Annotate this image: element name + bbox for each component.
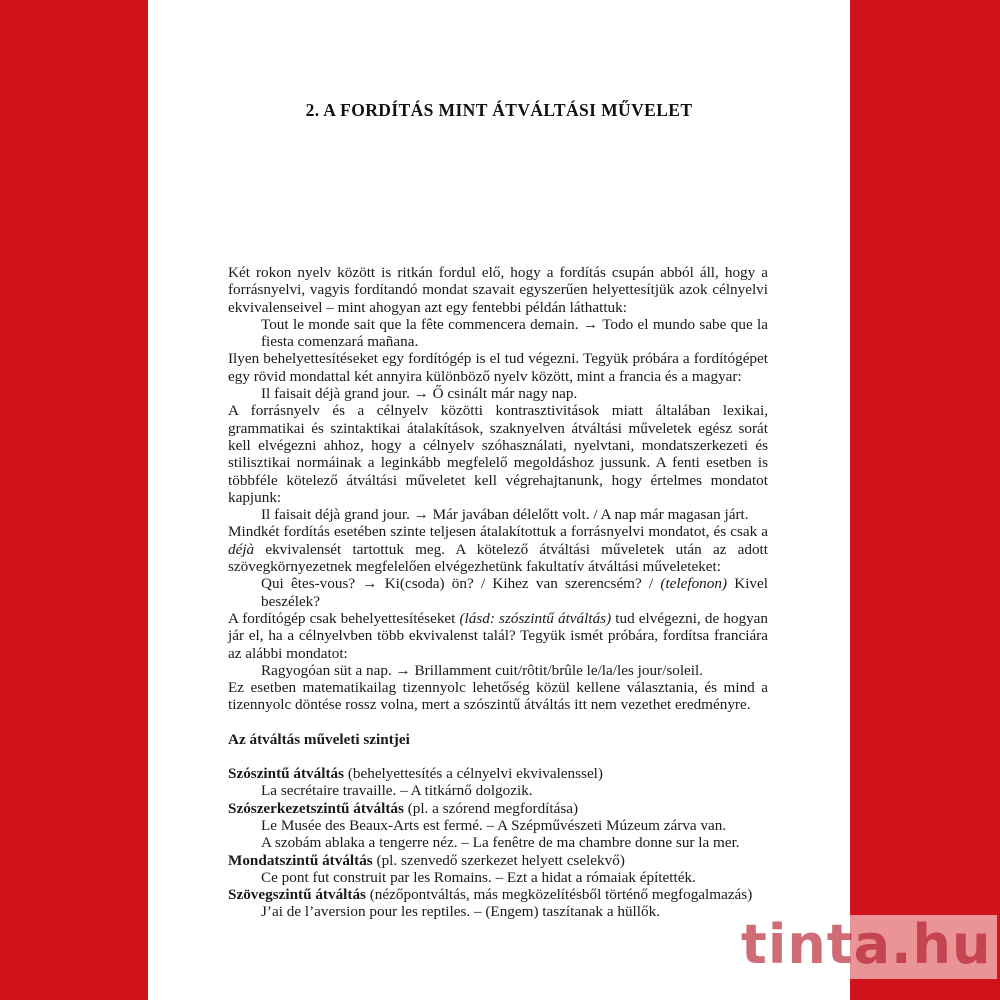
level-desc: (pl. a szórend megfordítása) — [403, 799, 579, 817]
paragraph — [228, 610, 768, 662]
italic-note: (telefonon) — [660, 575, 728, 593]
level-line — [228, 800, 768, 817]
italic-term: déjà — [228, 540, 255, 558]
example-sentence: Tout le monde sait que la fête commencera demain. → Todo el mundo sabe que la fiesta comenzará mañana. — [261, 315, 768, 351]
level-example: J’ai de l’aversion pour les reptiles. – (Engem) taszítanak a hüllők. — [261, 903, 660, 921]
italic-reference: (lásd: szószintű átváltás) — [459, 609, 612, 627]
example-sentence: Il faisait déjà grand jour. → Már javában délelőtt volt. / A nap már magasan járt. — [261, 506, 749, 524]
paragraph: Ez esetben matematikailag tizennyolc lehetőség közül kellene választania, és mind a tizennyolc döntése rossz volna, mert a szószintű átváltás itt nem vezethet eredményre. — [228, 679, 768, 714]
level-desc: (behelyettesítés a célnyelvi ekvivalenssel) — [344, 765, 603, 783]
level-example: La secrétaire travaille. – A titkárnő dolgozik. — [261, 782, 533, 800]
spacer — [228, 714, 768, 731]
paragraph — [228, 523, 768, 575]
paragraph: Két rokon nyelv között is ritkán fordul elő, hogy a fordítás csupán abból áll, hogy a forrásnyelvi, vagyis fordítandó mondat szavait egyszerűen helyettesítjük azok célnyelvi ekvivalenseivel – mint ahogyan azt egy fentebbi példán láthattuk: — [228, 264, 768, 316]
paragraph-text: Mindkét fordítás esetében szinte teljesen átalakítottuk a forrásnyelvi mondatot, és csak a — [228, 523, 768, 541]
level-example: Ce pont fut construit par les Romains. – Ezt a hidat a rómaiak építették. — [261, 868, 696, 886]
paragraph: A forrásnyelv és a célnyelv közötti kontrasztivitások miatt általában lexikai, grammatikai és szintaktikai átalakítások, szaknyelven átváltási műveletek egész sorát kell elvégezni ahhoz, hogy a célnyelv szóhasználati, nyelvtani, mondatszerkezeti és stilisztikai normáinak a leginkább megfelelő megoldáshoz jussunk. A fenti esetben is többféle kötelező átváltási műveletet kell végrehajtanunk, hogy értelmes mondatot kapjunk: — [228, 402, 768, 506]
example-sentence: Il faisait déjà grand jour. → Ő csinált már nagy nap. — [261, 385, 578, 403]
level-line — [228, 765, 768, 782]
level-name: Szószerkezetszintű átváltás — [228, 799, 404, 817]
watermark-logo: tinta.hu — [735, 915, 997, 979]
level-desc: (nézőpontváltás, más megközelítésből történő megfogalmazás) — [365, 886, 753, 904]
example-text: Kivel beszélek? — [261, 575, 768, 610]
spacer — [228, 748, 768, 765]
section-heading: Az átváltás műveleti szintjei — [228, 730, 410, 748]
example-sentence: Ragyogóan süt a nap. → Brillamment cuit/rôtit/brûle le/la/les jour/soleil. — [261, 661, 704, 679]
level-line — [228, 886, 768, 903]
paragraph-text: A fordítógép csak behelyettesítéseket — [228, 609, 460, 627]
book-page — [148, 0, 850, 1000]
paragraph-text: tud elvégezni, de hogyan jár el, ha a célnyelvben több ekvivalenst talál? Tegyük ismét próbára, fordítsa franciára az alábbi mondatot: — [228, 609, 768, 662]
level-name: Szövegszintű átváltás — [228, 886, 366, 904]
level-example: A szobám ablaka a tengerre néz. – La fenêtre de ma chambre donne sur la mer. — [261, 834, 740, 852]
level-line — [228, 852, 768, 869]
paragraph-text: ekvivalensét tartottuk meg. A kötelező átváltási műveletek után az adott szövegkörnyezetnek megfelelően elvégezhetünk fakultatív átváltási műveleteket: — [228, 540, 768, 576]
page-body — [228, 264, 768, 921]
paragraph: Ilyen behelyettesítéseket egy fordítógép is el tud végezni. Tegyük próbára a fordítógépet egy rövid mondattal két annyira különböző nyelv között, mint a francia és a magyar: — [228, 350, 768, 385]
level-name: Szószintű átváltás — [228, 765, 345, 783]
level-example: Le Musée des Beaux-Arts est fermé. – A Szépművészeti Múzeum zárva van. — [261, 816, 727, 834]
chapter-title: 2. A FORDÍTÁS MINT ÁTVÁLTÁSI MŰVELET — [305, 100, 693, 120]
level-name: Mondatszintű átváltás — [228, 851, 373, 869]
level-desc: (pl. szenvedő szerkezet helyett cselekvő) — [372, 851, 625, 869]
example-text: Qui êtes-vous? → Ki(csoda) ön? / Kihez van szerencsém? / — [261, 575, 661, 593]
example-sentence — [228, 575, 768, 610]
